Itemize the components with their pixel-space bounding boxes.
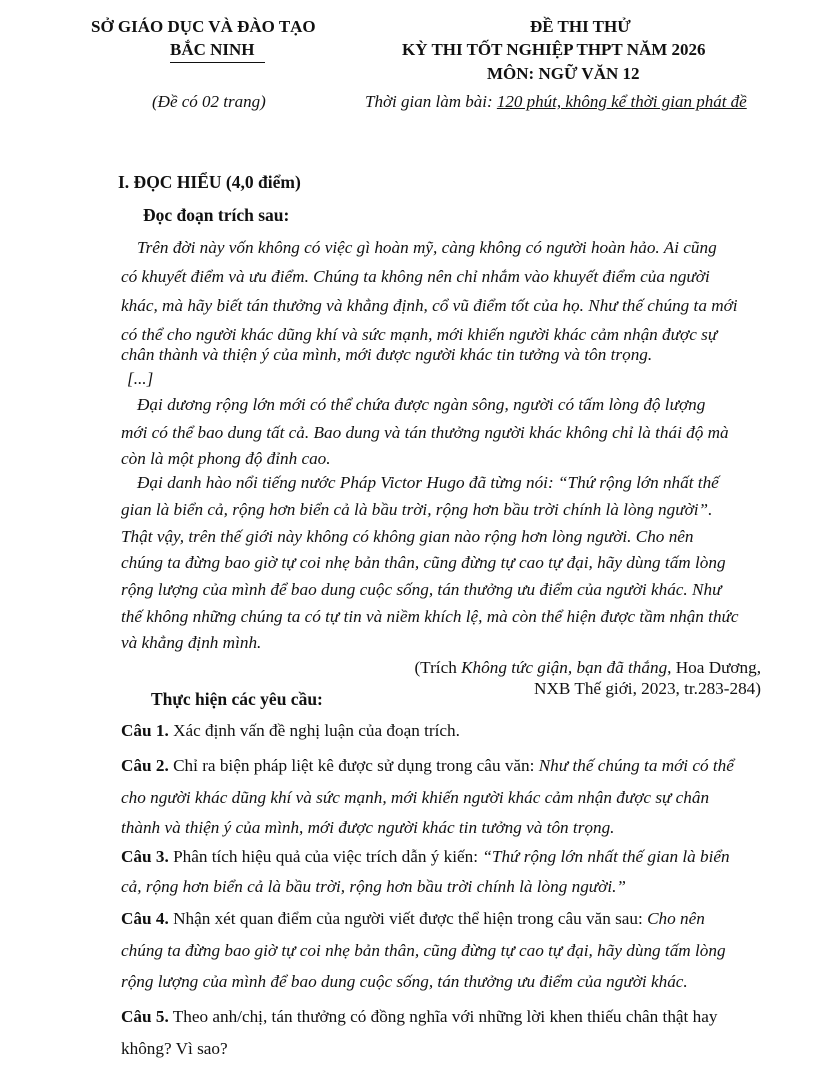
read-prompt: Đọc đoạn trích sau:: [143, 205, 290, 225]
question-label: Câu 1.: [121, 721, 169, 740]
source-citation: [414, 658, 761, 678]
passage-line: chân thành và thiện ý của mình, mới được người khác tin tưởng và tôn trọng.: [121, 345, 653, 364]
question-quote: “Thứ rộng lớn nhất thế gian là biển: [482, 847, 730, 866]
question-5: [121, 1007, 717, 1027]
passage-line: thế không những chúng ta có tự tin và niềm khích lệ, mà còn thể hiện được tầm nhận thức: [121, 607, 739, 626]
passage-line: có khuyết điểm và ưu điểm. Chúng ta không nên chỉ nhắm vào khuyết điểm của người: [121, 267, 710, 286]
question-text: Phân tích hiệu quả của việc trích dẫn ý kiến:: [168, 847, 483, 866]
exam-kind: ĐỀ THI THỬ: [530, 17, 631, 36]
question-text: Xác định vấn đề nghị luận của đoạn trích.: [168, 721, 460, 740]
question-3: [121, 847, 730, 867]
source-suffix: , Hoa Dương,: [667, 658, 761, 677]
question-quote: Cho nên: [647, 909, 705, 928]
question-3-quote: cả, rộng hơn biển cả là bầu trời, rộng hơn bầu trời chính là lòng người.”: [121, 877, 626, 896]
province-underline: [170, 62, 265, 63]
passage-line: Đại dương rộng lớn mới có thể chứa được ngàn sông, người có tấm lòng độ lượng: [137, 395, 706, 414]
passage-line: Trên đời này vốn không có việc gì hoàn mỹ, càng không có người hoàn hảo. Ai cũng: [137, 238, 717, 257]
passage-line: mới có thể bao dung tất cả. Bao dung và tán thưởng người khác không chỉ là thái độ mà: [121, 423, 729, 442]
question-label: Câu 5.: [121, 1007, 169, 1026]
time-limit: [365, 92, 747, 112]
question-1: [121, 721, 460, 741]
question-label: Câu 3.: [121, 847, 169, 866]
question-2-quote: cho người khác dũng khí và sức mạnh, mới khiến người khác cảm nhận được sự chân: [121, 788, 710, 807]
passage-line: còn là một phong độ đỉnh cao.: [121, 449, 331, 468]
subject: MÔN: NGỮ VĂN 12: [487, 64, 640, 83]
question-text: Chỉ ra biện pháp liệt kê được sử dụng trong câu văn:: [168, 756, 539, 775]
question-2-quote: thành và thiện ý của mình, mới được người khác tin tưởng và tôn trọng.: [121, 818, 615, 837]
question-label: Câu 2.: [121, 756, 169, 775]
passage-line: gian là biển cả, rộng hơn biển cả là bầu trời, rộng hơn bầu trời chính là lòng người”.: [121, 500, 713, 519]
time-prefix: Thời gian làm bài:: [365, 92, 497, 111]
question-4: [121, 909, 705, 929]
question-quote: Như thế chúng ta mới có thể: [538, 756, 734, 775]
passage-line: Thật vậy, trên thế giới này không có không gian nào rộng hơn lòng người. Cho nên: [121, 527, 694, 546]
passage-line: rộng lượng của mình để bao dung cuộc sống, tán thưởng ưu điểm của người khác. Như: [121, 580, 722, 599]
tasks-title: Thực hiện các yêu cầu:: [151, 689, 323, 709]
department-name: SỞ GIÁO DỤC VÀ ĐÀO TẠO: [91, 17, 316, 36]
passage-line: chúng ta đừng bao giờ tự coi nhẹ bản thân, cũng đừng tự cao tự đại, hãy dùng tấm lòng: [121, 553, 726, 572]
question-2: [121, 756, 734, 776]
passage-ellipsis: [...]: [127, 369, 154, 388]
question-text: Nhận xét quan điểm của người viết được thể hiện trong câu văn sau:: [168, 909, 648, 928]
question-5-continued: không? Vì sao?: [121, 1039, 228, 1058]
page-count-note: (Đề có 02 trang): [152, 92, 266, 111]
passage-line: khác, mà hãy biết tán thưởng và khẳng định, cổ vũ điểm tốt của họ. Như thế chúng ta mới: [121, 296, 738, 315]
passage-line: và khẳng định mình.: [121, 633, 262, 652]
passage-line: có thể cho người khác dũng khí và sức mạnh, mới khiến người khác cảm nhận được sự: [121, 325, 718, 344]
exam-name: KỲ THI TỐT NGHIỆP THPT NĂM 2026: [402, 40, 706, 59]
time-value: 120 phút, không kể thời gian phát đề: [496, 92, 747, 111]
source-publisher: NXB Thế giới, 2023, tr.283-284): [534, 679, 761, 698]
province-name: BẮC NINH: [170, 40, 255, 59]
passage-line: Đại danh hào nổi tiếng nước Pháp Victor Hugo đã từng nói: “Thứ rộng lớn nhất thế: [137, 473, 719, 492]
source-prefix: (Trích: [414, 658, 462, 677]
question-4-quote: rộng lượng của mình để bao dung cuộc sống, tán thưởng ưu điểm của người khác.: [121, 972, 688, 991]
question-text: Theo anh/chị, tán thưởng có đồng nghĩa với những lời khen thiếu chân thật hay: [168, 1007, 718, 1026]
question-label: Câu 4.: [121, 909, 169, 928]
source-title: Không tức giận, bạn đã thắng: [461, 658, 668, 677]
section-title: I. ĐỌC HIỂU (4,0 điểm): [118, 172, 301, 192]
question-4-quote: chúng ta đừng bao giờ tự coi nhẹ bản thân, cũng đừng tự cao tự đại, hãy dùng tấm lòng: [121, 941, 726, 960]
